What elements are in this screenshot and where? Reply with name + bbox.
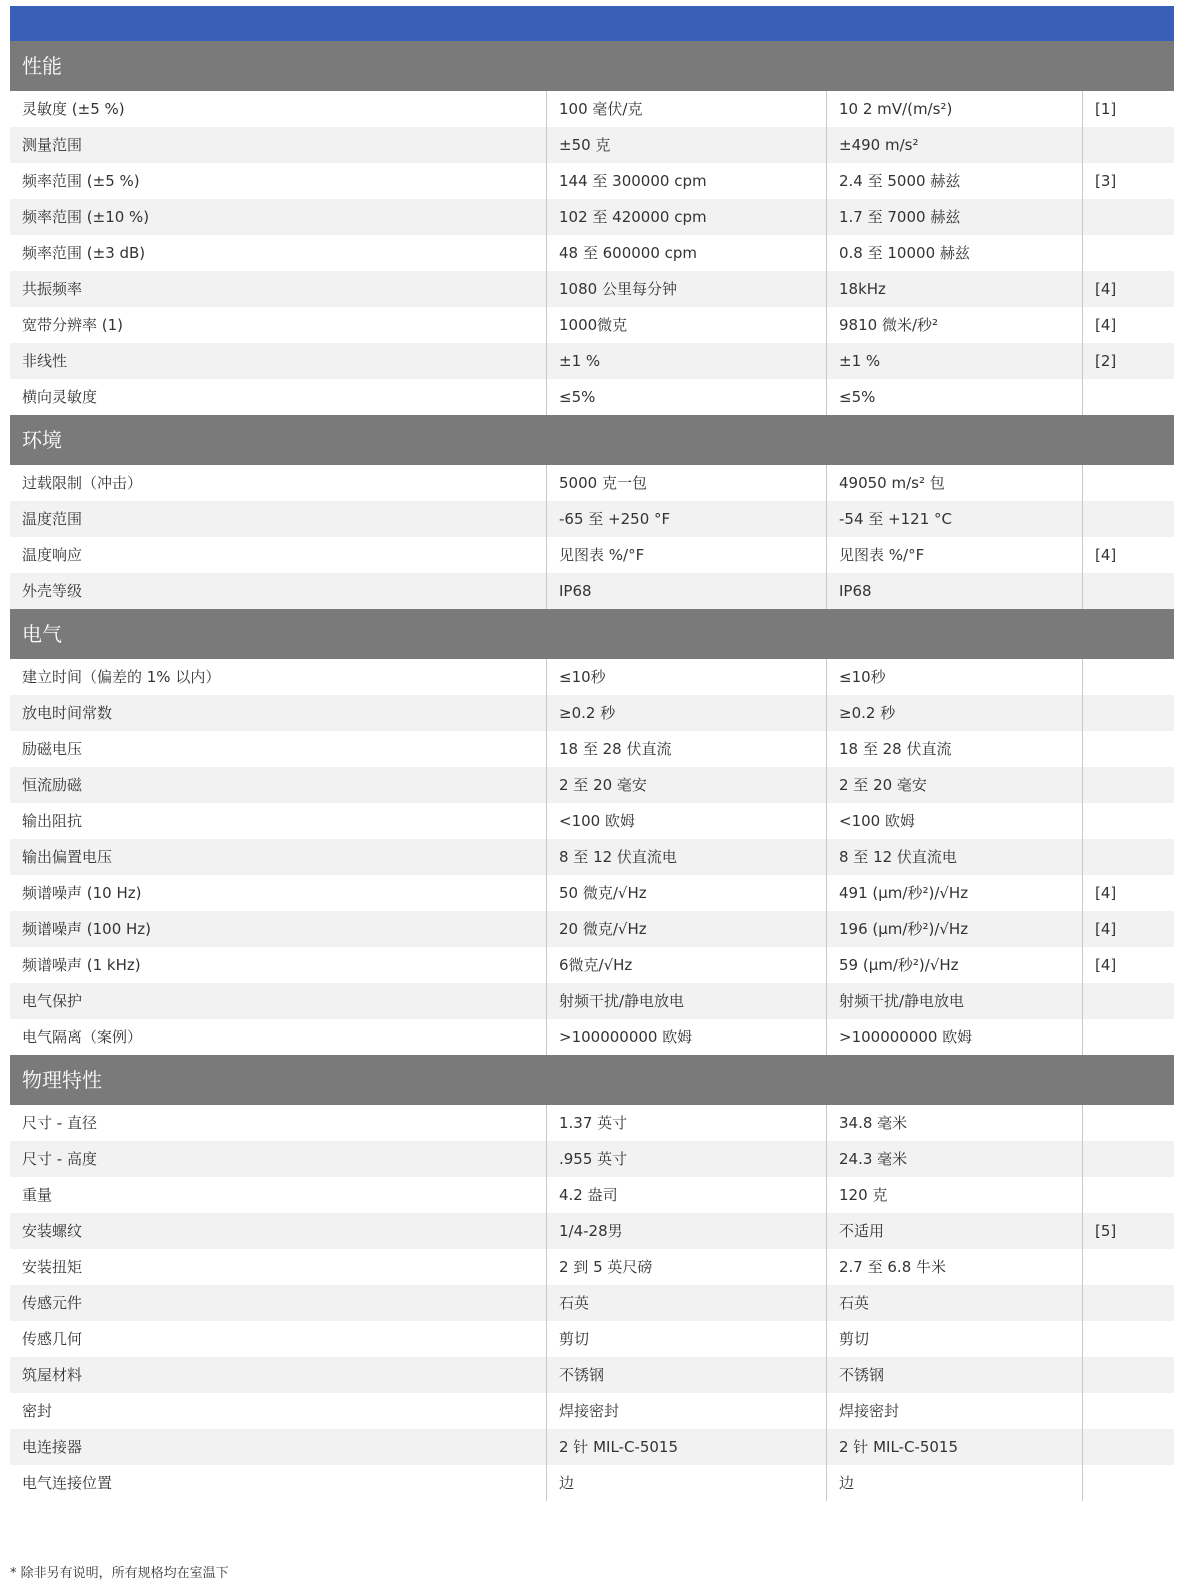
spec-note-cell <box>1083 1141 1174 1177</box>
spec-imperial-cell: >100000000 欧姆 <box>547 1019 827 1055</box>
spec-note-cell: [4] <box>1095 280 1117 298</box>
spec-si-cell: 焊接密封 <box>827 1393 1083 1429</box>
spec-note-cell: [4] <box>1095 920 1117 938</box>
spec-imperial-cell: .955 英寸 <box>547 1141 827 1177</box>
spec-name-cell: 尺寸 - 直径 <box>10 1105 547 1141</box>
spec-imperial-cell: ±50 克 <box>547 127 827 163</box>
spec-name-cell: 频谱噪声 (10 Hz) <box>10 875 547 911</box>
section-header: 电气 <box>10 609 1174 659</box>
spec-si-cell: 不锈钢 <box>827 1357 1083 1393</box>
spec-note-cell: [4] <box>1095 316 1117 334</box>
spec-si-cell: 见图表 %/°F <box>827 537 1083 573</box>
spec-note-cell: [4] <box>1095 956 1117 974</box>
table-row <box>10 1321 1174 1357</box>
table-row <box>10 911 1174 947</box>
spec-name-cell: 宽带分辨率 (1) <box>10 307 547 343</box>
spec-name-cell: 非线性 <box>10 343 547 379</box>
table-row <box>10 767 1174 803</box>
spec-imperial-cell: 20 微克/√Hz <box>547 911 827 947</box>
spec-name-cell: 输出阻抗 <box>10 803 547 839</box>
spec-si-cell: IP68 <box>827 573 1083 609</box>
table-row <box>10 91 1174 127</box>
spec-name-cell: 共振频率 <box>10 271 547 307</box>
table-row <box>10 1465 1174 1501</box>
spec-imperial-cell: 6微克/√Hz <box>547 947 827 983</box>
top-banner <box>10 6 1174 41</box>
spec-imperial-cell: 4.2 盎司 <box>547 1177 827 1213</box>
table-row <box>10 731 1174 767</box>
spec-note-cell <box>1083 803 1174 839</box>
spec-imperial-cell: 1000微克 <box>547 307 827 343</box>
table-row <box>10 199 1174 235</box>
table-row <box>10 875 1174 911</box>
spec-si-cell: -54 至 +121 °C <box>827 501 1083 537</box>
spec-name-cell: 传感元件 <box>10 1285 547 1321</box>
spec-imperial-cell: 剪切 <box>547 1321 827 1357</box>
spec-imperial-cell: 2 到 5 英尺磅 <box>547 1249 827 1285</box>
spec-si-cell: 0.8 至 10000 赫兹 <box>827 235 1083 271</box>
table-row <box>10 127 1174 163</box>
spec-imperial-cell: IP68 <box>547 573 827 609</box>
spec-note-cell: [3] <box>1095 172 1117 190</box>
spec-name-cell: 电气隔离（案例） <box>10 1019 547 1055</box>
spec-imperial-cell: 不锈钢 <box>547 1357 827 1393</box>
spec-note-cell <box>1083 1105 1174 1141</box>
table-row <box>10 1393 1174 1429</box>
spec-note-cell: [4] <box>1095 884 1117 902</box>
spec-name-cell: 电连接器 <box>10 1429 547 1465</box>
spec-si-cell: 石英 <box>827 1285 1083 1321</box>
spec-si-cell: 59 (µm/秒²)/√Hz <box>827 947 1083 983</box>
spec-note-cell: [5] <box>1095 1222 1117 1240</box>
spec-si-cell: 边 <box>827 1465 1083 1501</box>
table-row <box>10 695 1174 731</box>
spec-name-cell: 建立时间（偏差的 1% 以内） <box>10 659 547 695</box>
spec-note-cell <box>1083 1285 1174 1321</box>
spec-name-cell: 恒流励磁 <box>10 767 547 803</box>
spec-si-cell: 34.8 毫米 <box>827 1105 1083 1141</box>
spec-name-cell: 励磁电压 <box>10 731 547 767</box>
spec-imperial-cell: 见图表 %/°F <box>547 537 827 573</box>
spec-si-cell: 18 至 28 伏直流 <box>827 731 1083 767</box>
spec-si-cell: ±490 m/s² <box>827 127 1083 163</box>
spec-note-cell: [4] <box>1095 546 1117 564</box>
spec-note-cell <box>1083 235 1174 271</box>
spec-imperial-cell: 2 针 MIL-C-5015 <box>547 1429 827 1465</box>
spec-note-cell <box>1083 465 1174 501</box>
spec-name-cell: 温度范围 <box>10 501 547 537</box>
spec-note-cell <box>1083 127 1174 163</box>
spec-note-cell <box>1083 731 1174 767</box>
spec-name-cell: 输出偏置电压 <box>10 839 547 875</box>
spec-name-cell: 放电时间常数 <box>10 695 547 731</box>
spec-note-cell <box>1083 501 1174 537</box>
table-row <box>10 163 1174 199</box>
spec-imperial-cell: 48 至 600000 cpm <box>547 235 827 271</box>
table-row <box>10 1213 1174 1249</box>
spec-imperial-cell: -65 至 +250 °F <box>547 501 827 537</box>
table-row <box>10 1177 1174 1213</box>
table-row <box>10 1429 1174 1465</box>
spec-imperial-cell: ≤5% <box>547 379 827 415</box>
table-row <box>10 537 1174 573</box>
spec-si-cell: 剪切 <box>827 1321 1083 1357</box>
spec-note-cell <box>1083 839 1174 875</box>
spec-name-cell: 频率范围 (±5 %) <box>10 163 547 199</box>
spec-imperial-cell: 50 微克/√Hz <box>547 875 827 911</box>
spec-si-cell: 196 (µm/秒²)/√Hz <box>827 911 1083 947</box>
spec-si-cell: 射频干扰/静电放电 <box>827 983 1083 1019</box>
spec-imperial-cell: ±1 % <box>547 343 827 379</box>
spec-name-cell: 横向灵敏度 <box>10 379 547 415</box>
spec-si-cell: 2.7 至 6.8 牛米 <box>827 1249 1083 1285</box>
spec-si-cell: ≥0.2 秒 <box>827 695 1083 731</box>
spec-si-cell: 49050 m/s² 包 <box>827 465 1083 501</box>
spec-note-cell <box>1083 1177 1174 1213</box>
spec-name-cell: 重量 <box>10 1177 547 1213</box>
spec-si-cell: ≤10秒 <box>827 659 1083 695</box>
table-row <box>10 1285 1174 1321</box>
table-row <box>10 839 1174 875</box>
spec-imperial-cell: 1080 公里每分钟 <box>547 271 827 307</box>
spec-note-cell <box>1083 659 1174 695</box>
spec-si-cell: 8 至 12 伏直流电 <box>827 839 1083 875</box>
spec-si-cell: ≤5% <box>827 379 1083 415</box>
table-row <box>10 947 1174 983</box>
spec-si-cell: 120 克 <box>827 1177 1083 1213</box>
spec-note-cell <box>1083 1249 1174 1285</box>
spec-imperial-cell: <100 欧姆 <box>547 803 827 839</box>
table-row <box>10 343 1174 379</box>
spec-imperial-cell: 1.37 英寸 <box>547 1105 827 1141</box>
spec-name-cell: 温度响应 <box>10 537 547 573</box>
spec-name-cell: 电气保护 <box>10 983 547 1019</box>
table-row <box>10 465 1174 501</box>
spec-note-cell <box>1083 1465 1174 1501</box>
spec-name-cell: 频谱噪声 (100 Hz) <box>10 911 547 947</box>
spec-imperial-cell: ≥0.2 秒 <box>547 695 827 731</box>
footnote: * 除非另有说明，所有规格均在室温下 <box>10 1566 229 1581</box>
spec-imperial-cell: 边 <box>547 1465 827 1501</box>
table-row <box>10 379 1174 415</box>
table-row <box>10 983 1174 1019</box>
spec-imperial-cell: 18 至 28 伏直流 <box>547 731 827 767</box>
spec-imperial-cell: 5000 克一包 <box>547 465 827 501</box>
spec-name-cell: 频率范围 (±10 %) <box>10 199 547 235</box>
spec-imperial-cell: 144 至 300000 cpm <box>547 163 827 199</box>
spec-imperial-cell: 射频干扰/静电放电 <box>547 983 827 1019</box>
spec-si-cell: >100000000 欧姆 <box>827 1019 1083 1055</box>
spec-name-cell: 安装螺纹 <box>10 1213 547 1249</box>
spec-si-cell: ±1 % <box>827 343 1083 379</box>
spec-note-cell <box>1083 1429 1174 1465</box>
spec-note-cell <box>1083 573 1174 609</box>
spec-imperial-cell: 1/4-28男 <box>547 1213 827 1249</box>
table-row <box>10 1105 1174 1141</box>
table-row <box>10 307 1174 343</box>
spec-name-cell: 灵敏度 (±5 %) <box>10 91 547 127</box>
spec-name-cell: 电气连接位置 <box>10 1465 547 1501</box>
table-row <box>10 1141 1174 1177</box>
table-row <box>10 1019 1174 1055</box>
spec-name-cell: 筑屋材料 <box>10 1357 547 1393</box>
spec-si-cell: 2.4 至 5000 赫兹 <box>827 163 1083 199</box>
spec-note-cell <box>1083 767 1174 803</box>
table-row <box>10 271 1174 307</box>
spec-name-cell: 尺寸 - 高度 <box>10 1141 547 1177</box>
spec-note-cell <box>1083 1357 1174 1393</box>
spec-si-cell: 2 至 20 毫安 <box>827 767 1083 803</box>
spec-imperial-cell: 102 至 420000 cpm <box>547 199 827 235</box>
spec-note-cell <box>1083 199 1174 235</box>
spec-name-cell: 频谱噪声 (1 kHz) <box>10 947 547 983</box>
table-row <box>10 501 1174 537</box>
spec-imperial-cell: 100 毫伏/克 <box>547 91 827 127</box>
spec-table <box>10 41 1174 1501</box>
spec-name-cell: 频率范围 (±3 dB) <box>10 235 547 271</box>
spec-si-cell: 9810 微米/秒² <box>827 307 1083 343</box>
spec-imperial-cell: 焊接密封 <box>547 1393 827 1429</box>
spec-note-cell <box>1083 1393 1174 1429</box>
spec-si-cell: 不适用 <box>827 1213 1083 1249</box>
spec-imperial-cell: 8 至 12 伏直流电 <box>547 839 827 875</box>
spec-si-cell: <100 欧姆 <box>827 803 1083 839</box>
table-row <box>10 1357 1174 1393</box>
spec-si-cell: 18kHz <box>827 271 1083 307</box>
section-header: 性能 <box>10 41 1174 91</box>
spec-si-cell: 2 针 MIL-C-5015 <box>827 1429 1083 1465</box>
spec-si-cell: 24.3 毫米 <box>827 1141 1083 1177</box>
spec-name-cell: 传感几何 <box>10 1321 547 1357</box>
spec-imperial-cell: ≤10秒 <box>547 659 827 695</box>
table-row <box>10 803 1174 839</box>
spec-name-cell: 过载限制（冲击） <box>10 465 547 501</box>
spec-note-cell: [2] <box>1095 352 1117 370</box>
section-header: 环境 <box>10 415 1174 465</box>
section-header: 物理特性 <box>10 1055 1174 1105</box>
spec-note-cell <box>1083 1019 1174 1055</box>
table-row <box>10 235 1174 271</box>
spec-name-cell: 外壳等级 <box>10 573 547 609</box>
spec-si-cell: 10 2 mV/(m/s²) <box>827 91 1083 127</box>
spec-name-cell: 密封 <box>10 1393 547 1429</box>
spec-imperial-cell: 2 至 20 毫安 <box>547 767 827 803</box>
table-row <box>10 659 1174 695</box>
spec-note-cell <box>1083 1321 1174 1357</box>
spec-note-cell <box>1083 983 1174 1019</box>
spec-note-cell: [1] <box>1095 100 1117 118</box>
spec-note-cell <box>1083 695 1174 731</box>
spec-si-cell: 1.7 至 7000 赫兹 <box>827 199 1083 235</box>
spec-name-cell: 测量范围 <box>10 127 547 163</box>
table-row <box>10 573 1174 609</box>
spec-name-cell: 安装扭矩 <box>10 1249 547 1285</box>
spec-si-cell: 491 (µm/秒²)/√Hz <box>827 875 1083 911</box>
spec-note-cell <box>1083 379 1174 415</box>
table-row <box>10 1249 1174 1285</box>
spec-imperial-cell: 石英 <box>547 1285 827 1321</box>
